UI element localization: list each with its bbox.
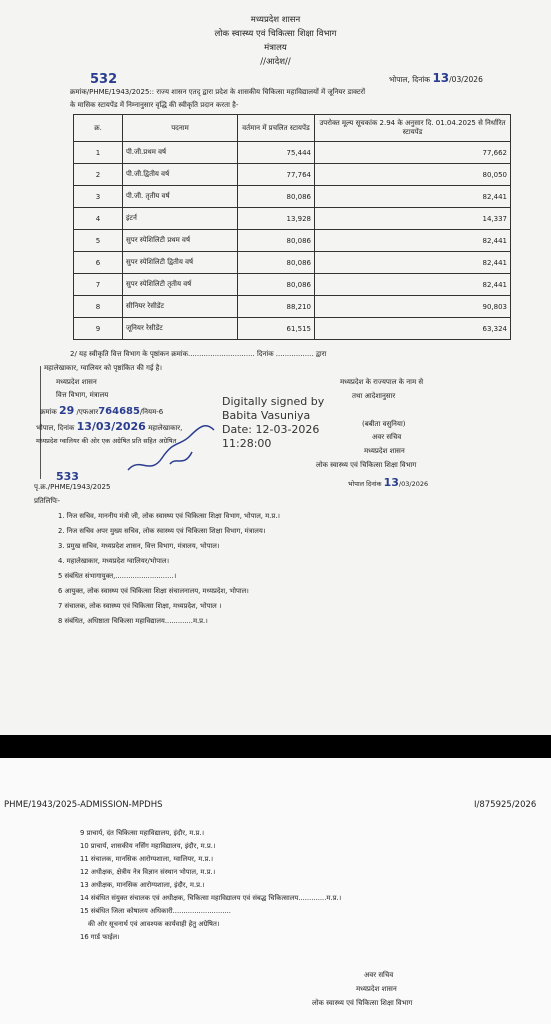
date-rest: /03/2026 [449,75,483,84]
stamp-l4-pre: भोपाल, दिनांक [36,424,75,432]
cell-serial: 7 [74,274,123,296]
list-item: 7 संचालक, लोक स्वास्थ्य एवं चिकित्सा शिक्षा, मध्यप्रदेश, भोपाल । [58,602,222,610]
cell-designation: जूनियर रेसीडेंट [123,318,238,340]
stipend-table [73,114,511,340]
ref-right: I/875925/2026 [474,800,537,810]
dig-sig-line-2: Babita Vasuniya [222,409,311,422]
stamp-l3-mid: /एफआर [76,408,99,416]
col-header-revised: उपरोक्त मूल्य सूचकांक 2.94 के अनुसार दि. 01.04.2025 से निर्धारित स्टायपेंड [315,115,511,142]
col-header-designation: पदनाम [123,115,238,142]
header-department: लोक स्वास्थ्य एवं चिकित्सा शिक्षा विभाग [214,29,337,39]
right-line-5: मध्यप्रदेश शासन [364,447,405,455]
date-label: भोपाल, दिनांक [389,75,431,84]
table-row [74,252,511,274]
cell-current: 77,764 [238,164,315,186]
cell-current: 80,086 [238,252,315,274]
cell-designation: पी.जी. तृतीय वर्ष [123,186,238,208]
cell-designation: सुपर स्पेशिलिटी द्वितीय वर्ष [123,252,238,274]
header-order: //आदेश// [260,57,291,67]
right-line-6: लोक स्वास्थ्य एवं चिकित्सा शिक्षा विभाग [316,461,417,469]
cell-serial: 8 [74,296,123,318]
dig-sig-line-3: Date: 12-03-2026 [222,423,320,436]
dig-sig-line-1: Digitally signed by [222,395,325,408]
col-header-current: वर्तमान में प्रचलित स्टायपेंड [238,115,315,142]
cell-revised: 82,441 [315,186,511,208]
order-date [389,71,483,85]
table-row [74,274,511,296]
table-row [74,296,511,318]
cell-serial: 5 [74,230,123,252]
stamp-line-5: मध्यप्रदेश ग्वालियर की ओर एक अग्रेषित प्रति सहित अग्रेषित [36,437,177,445]
header-ministry: मंत्रालय [264,43,287,53]
endorse-number-handwritten: 533 [56,470,79,483]
right-line-4: अवर सचिव [372,433,402,441]
cell-serial: 4 [74,208,123,230]
cell-designation: पी.जी.प्रथम वर्ष [123,142,238,164]
copy-to-label: प्रतिलिपिः- [34,497,61,505]
list-item: की ओर सूचनार्थ एवं आवश्यक कार्यवाही हेतु अग्रेषित। [88,920,220,928]
cell-designation: सुपर स्पेशिलिटी प्रथम वर्ष [123,230,238,252]
list-item: 8 संबंधित, अधिष्ठाता चिकित्सा महाविद्यालय.............म.प्र.। [58,617,208,625]
table-row [74,164,511,186]
cell-current: 61,515 [238,318,315,340]
right-line-2: तथा आदेशानुसार [352,392,396,400]
table-row [74,186,511,208]
cell-designation: पी.जी.द्वितीय वर्ष [123,164,238,186]
stamp-hand-1: 29 [59,404,75,417]
cell-serial: 6 [74,252,123,274]
signature-scribble-icon [120,416,220,482]
page-divider [0,735,551,758]
stamp-line-2: वित्त विभाग, मंत्रालय [56,391,109,399]
cell-current: 75,444 [238,142,315,164]
list-item: 14 संबंधित संयुक्त संचालक एवं अधीक्षक, चिकित्सा महाविद्यालय एवं संबद्ध चिकित्सालय.............म.प्र.। [80,894,342,902]
cell-designation: सुपर स्पेशिलिटी तृतीय वर्ष [123,274,238,296]
cell-serial: 9 [74,318,123,340]
date-handwritten: 13 [432,71,450,85]
cell-serial: 2 [74,164,123,186]
cell-current: 80,086 [238,186,315,208]
list-item: 3. प्रमुख सचिव, मध्यप्रदेश शासन, वित्त विभाग, मंत्रालय, भोपाल। [58,542,220,550]
right-l7-post: /03/2026 [398,480,429,488]
stamp-l4-post: महालेखाकार, [148,424,183,432]
list-item: 2. निज सचिव अपर मुख्य सचिव, लोक स्वास्थ्य एवं चिकित्सा शिक्षा विभाग, मंत्रालय। [58,527,266,535]
cell-revised: 90,803 [315,296,511,318]
list-item: 12 अधीक्षक, क्षेत्रीय नेत्र विज्ञान संस्थान भोपाल, म.प्र.। [80,868,216,876]
right-line-3: (बबीता वसुनिया) [362,420,406,428]
intro-line-1: क्रमांक/PHME/1943/2025:: राज्य शासन एतद् द्वारा प्रदेश के शासकीय चिकित्सा महाविद्यालयों में जूनियर डाक्टरों [70,88,366,96]
table-row [74,142,511,164]
sign-line-2: मध्यप्रदेश शासन [356,985,397,993]
list-item: 6 आयुक्त, लोक स्वास्थ्य एवं चिकित्सा शिक्षा संचालनालय, मध्यप्रदेश, भोपाल। [58,587,249,595]
sign-line-3: लोक स्वास्थ्य एवं चिकित्सा शिक्षा विभाग [312,999,413,1007]
cell-current: 80,086 [238,274,315,296]
sign-line-1: अवर सचिव [364,971,394,979]
ref-left: PHME/1943/2025-ADMISSION-MPDHS [4,800,163,810]
dig-sig-line-4: 11:28:00 [222,437,272,450]
cell-revised: 82,441 [315,274,511,296]
list-item: 13 अधीक्षक, मानसिक आरोग्यशाला, इंदौर, म.प्र.। [80,881,205,889]
table-row [74,318,511,340]
cell-revised: 77,662 [315,142,511,164]
endorse-ref: पृ.क्र./PHME/1943/2025 [34,483,111,491]
right-line-7 [348,476,428,489]
cell-revised: 14,337 [315,208,511,230]
right-line-1: मध्यप्रदेश के राज्यपाल के नाम से [340,378,424,386]
para2-line-1: 2/ यह स्वीकृति वित्त विभाग के पृष्ठांकन क्रमांक.............................. दिनांक ................. द्वारा [70,350,327,358]
list-item: 4. महालेखाकार, मध्यप्रदेश ग्वालियर/भोपाल। [58,557,170,565]
list-item: 1. निज सचिव, माननीय मंत्री जी, लोक स्वास्थ्य एवं चिकित्सा शिक्षा विभाग, भोपाल, म.प्र.। [58,512,280,520]
table-row [74,230,511,252]
digital-signature [222,395,324,451]
cell-serial: 1 [74,142,123,164]
stamp-l3-pre: क्रमांक [40,408,57,416]
cell-revised: 80,050 [315,164,511,186]
list-item: 16 गार्ड फाईल। [80,933,120,941]
cell-current: 88,210 [238,296,315,318]
right-l7-pre: भोपाल दिनांक [348,480,382,488]
document-page-2 [0,758,551,1024]
cell-serial: 3 [74,186,123,208]
right-date-hand: 13 [383,476,399,489]
intro-line-2: के मासिक स्टायपेंड में निम्नानुसार वृद्धि की स्वीकृति प्रदान करता है- [70,101,239,109]
cell-revised: 63,324 [315,318,511,340]
list-item: 11 संचालक, मानसिक आरोग्यशाला, ग्वालियर, म.प्र.। [80,855,214,863]
cell-revised: 82,441 [315,252,511,274]
stamp-hand-date: 13/03/2026 [76,420,146,433]
cell-current: 13,928 [238,208,315,230]
list-item: 15 संबंधित जिला कोषालय अधिकारी........................... [80,907,231,915]
table-header-row [74,115,511,142]
cell-current: 80,086 [238,230,315,252]
list-item: 5 संबंधित संभागायुक्त,...........................। [58,572,177,580]
stamp-hand-2: 764685 [98,406,140,417]
list-item: 9 प्राचार्य, दंत चिकित्सा महाविद्यालय, इंदौर, म.प्र.। [80,829,205,837]
list-item: 10 प्राचार्य, शासकीय नर्सिंग महाविद्यालय, इंदौर, म.प्र.। [80,842,216,850]
para2-line-2: महालेखाकार, ग्वालियर को पृष्ठांकित की गई है। [44,364,162,372]
col-header-serial: क्र. [74,115,123,142]
cell-designation: सीनियर रेसीडेंट [123,296,238,318]
stamp-l3-post: /नियम-6 [139,408,164,416]
cell-revised: 82,441 [315,230,511,252]
table-row [74,208,511,230]
stamp-line-1: मध्यप्रदेश शासन [56,378,97,386]
header-govt: मध्यप्रदेश शासन [250,15,301,25]
cell-designation: इंटर्न [123,208,238,230]
order-number-handwritten: 532 [90,72,118,87]
